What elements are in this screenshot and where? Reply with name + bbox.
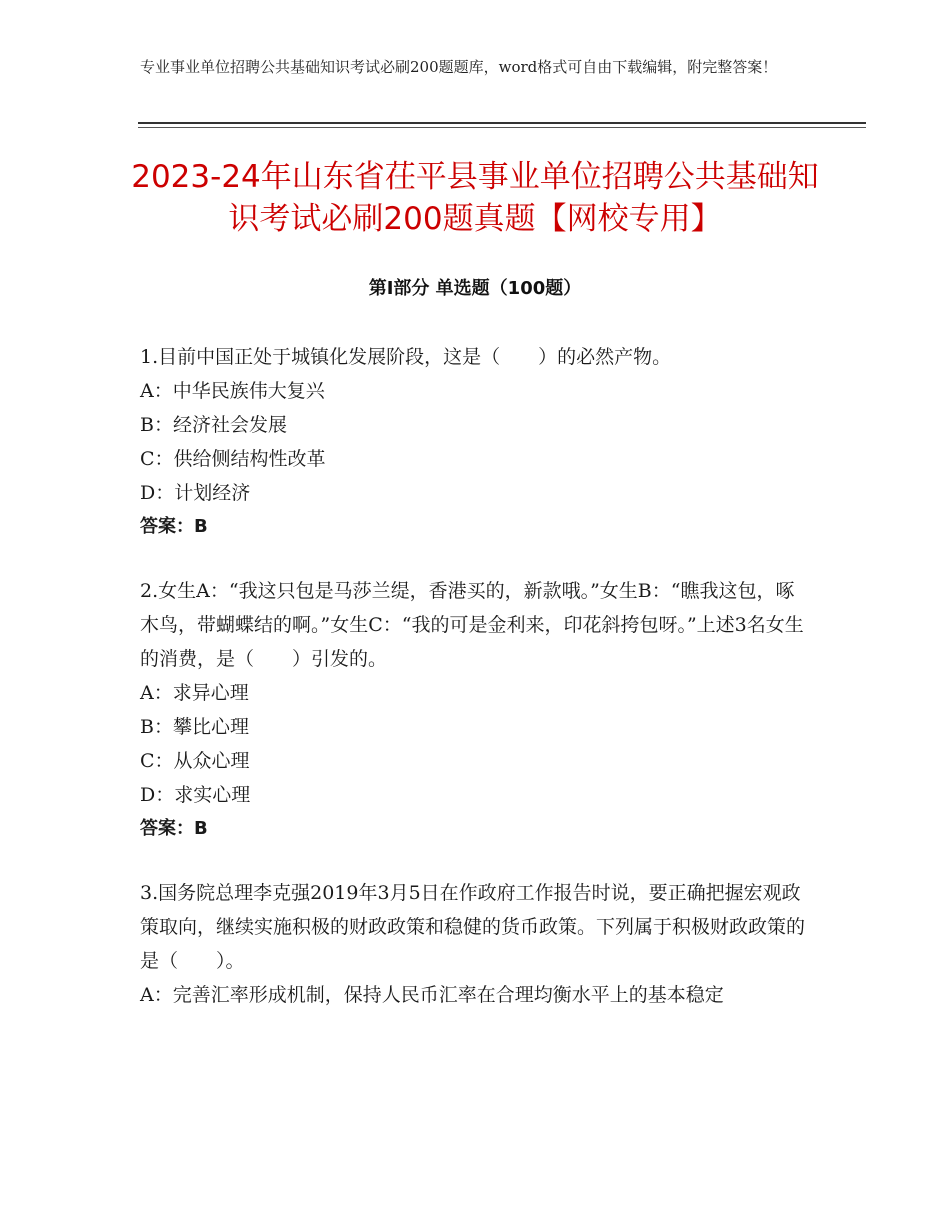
question-text: 3.国务院总理李克强2019年3月5日在作政府工作报告时说，要正确把握宏观政策取向，继续实施积极的财政政策和稳健的货币政策。下列属于积极财政政策的是（ ）。: [140, 882, 806, 972]
option-d: D：计划经济: [140, 482, 251, 504]
document-title: 2023-24年山东省茌平县事业单位招聘公共基础知识考试必刷200题真题【网校专用】: [131, 159, 819, 237]
answer: 答案：B: [140, 516, 208, 537]
section-heading: 第Ⅰ部分 单选题（100题）: [368, 278, 582, 299]
answer: 答案：B: [140, 818, 208, 839]
option-b: B：经济社会发展: [140, 414, 287, 436]
question-1: [140, 340, 810, 544]
option-a: A：完善汇率形成机制，保持人民币汇率在合理均衡水平上的基本稳定: [140, 984, 724, 1006]
option-b: B：攀比心理: [140, 716, 249, 738]
header-divider-thick: [138, 122, 866, 124]
question-text: 1.目前中国正处于城镇化发展阶段，这是（ ）的必然产物。: [140, 346, 672, 368]
option-d: D：求实心理: [140, 784, 251, 806]
question-list: [140, 340, 810, 1042]
option-c: C：从众心理: [140, 750, 250, 772]
option-a: A：中华民族伟大复兴: [140, 380, 325, 402]
question-2: [140, 574, 810, 846]
option-c: C：供给侧结构性改革: [140, 448, 326, 470]
header-divider-thin: [138, 127, 866, 128]
question-3: [140, 876, 810, 1012]
option-a: A：求异心理: [140, 682, 249, 704]
header-note: 专业事业单位招聘公共基础知识考试必刷200题题库，word格式可自由下载编辑，附完整答案！: [140, 58, 778, 76]
question-text: 2.女生A：“我这只包是马莎兰缇，香港买的，新款哦。”女生B：“瞧我这包，啄木鸟，带蝴蝶结的啊。”女生C：“我的可是金利来，印花斜挎包呀。”上述3名女生的消费，是（ ）引发的。: [140, 580, 804, 670]
